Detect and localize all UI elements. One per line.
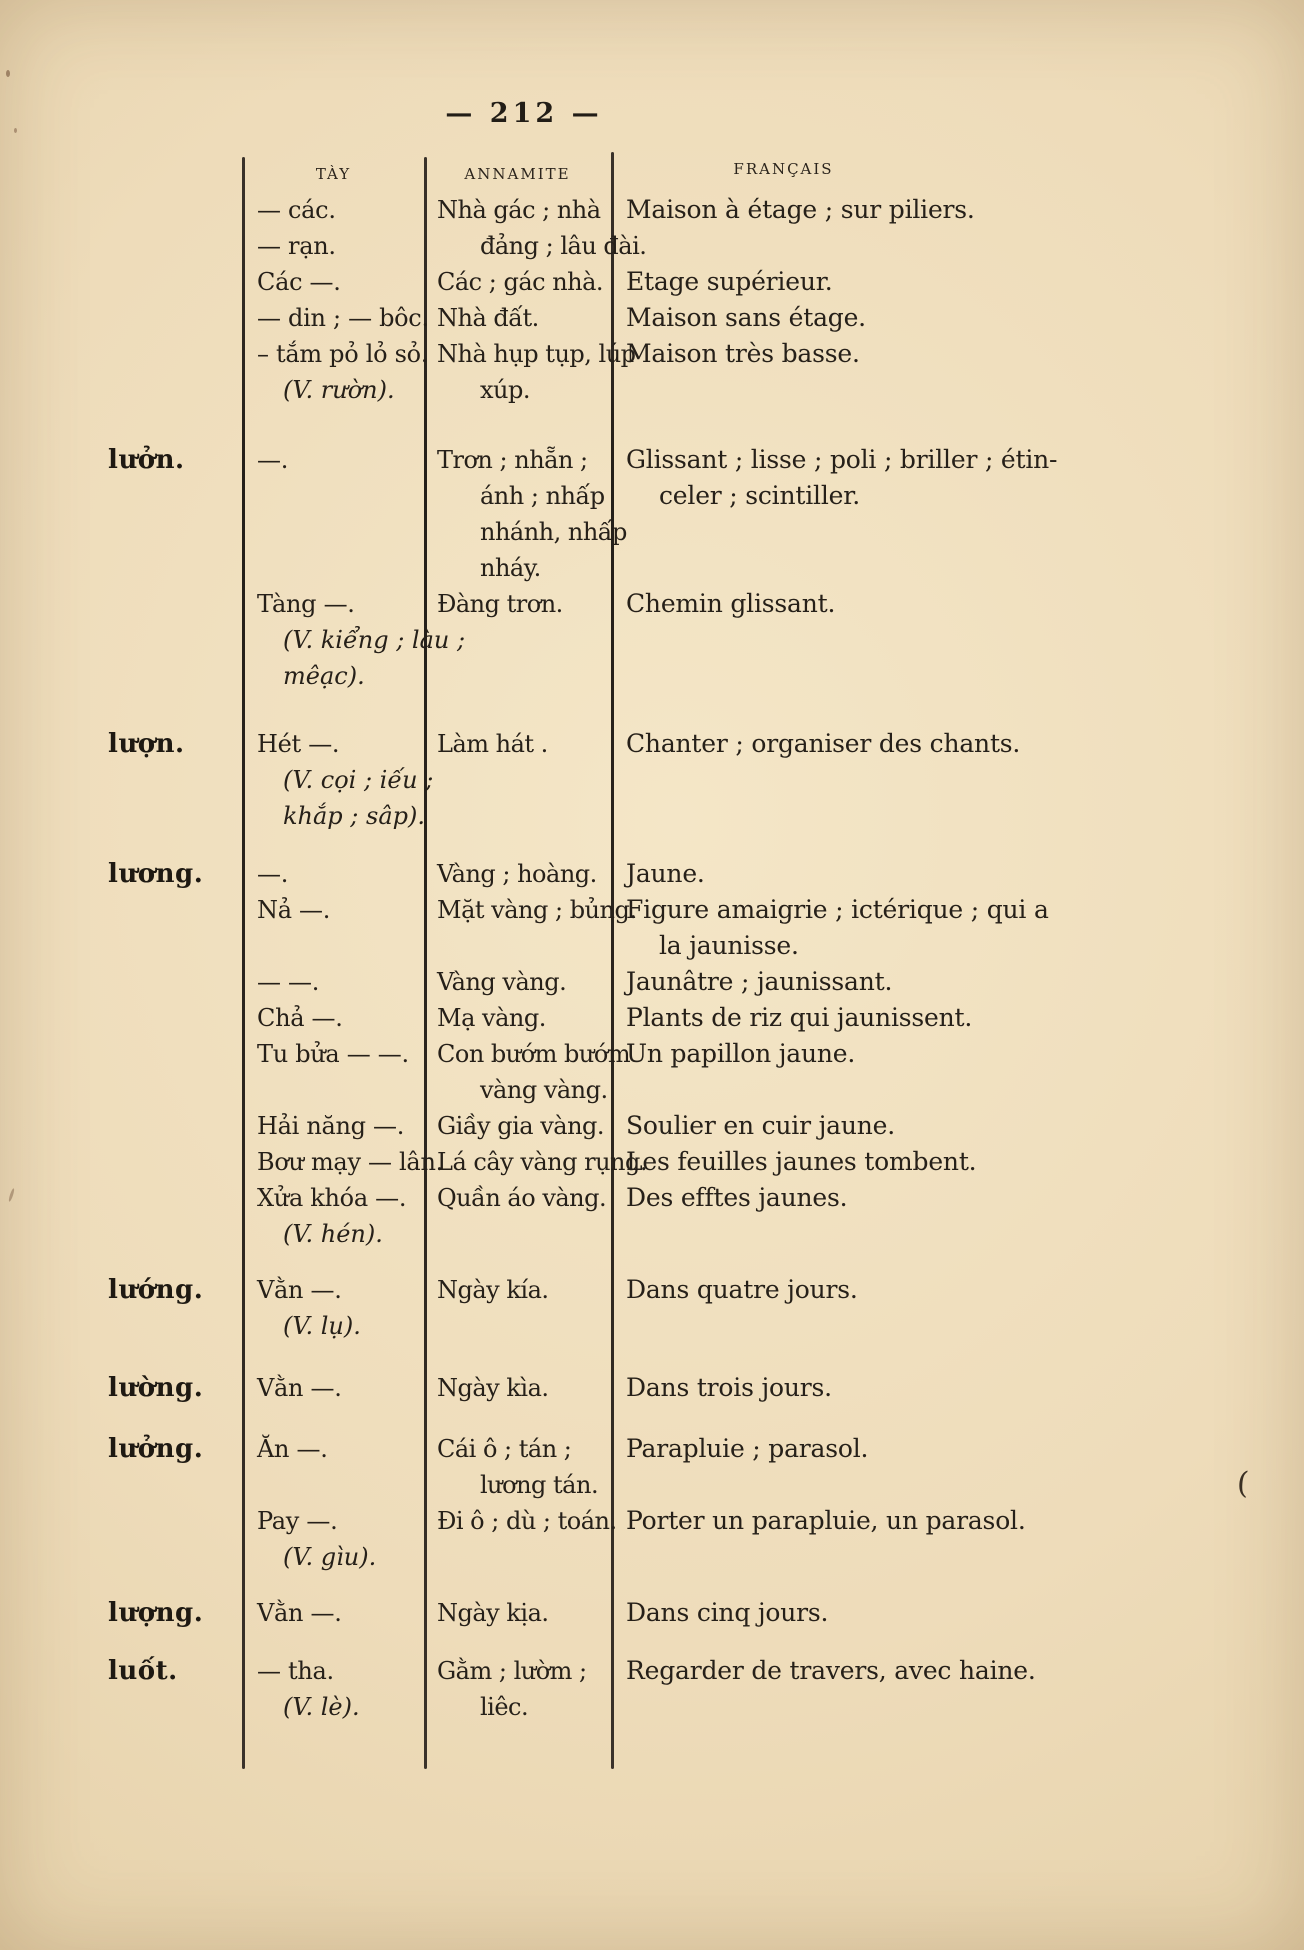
column-header-annamite: ANNAMITE: [464, 165, 571, 183]
tay-cell: Vằn —.: [257, 1276, 342, 1304]
annamite-cell: Ngày kịa.: [437, 1599, 549, 1627]
french-cell: celer ; scintiller.: [659, 481, 860, 510]
headword-cell: [100, 928, 243, 964]
headword-cell: [100, 1000, 243, 1036]
french-cell: Les feuilles jaunes tombent.: [626, 1147, 977, 1176]
annamite-cell: Gằm ; lườm ;: [437, 1657, 587, 1685]
annamite-cell: liêc.: [480, 1693, 529, 1721]
tay-cell: – tắm pỏ lỏ sỏ.: [257, 340, 429, 368]
annamite-cell: Vàng vàng.: [437, 968, 567, 996]
tay-cell: (V. lè).: [283, 1693, 360, 1721]
french-cell: Dans cinq jours.: [626, 1598, 829, 1627]
tay-cell: Tu bửa — —.: [257, 1040, 409, 1068]
annamite-cell: Đi ô ; dù ; toán.: [437, 1507, 617, 1535]
headword-cell: [100, 964, 243, 1000]
french-cell: Parapluie ; parasol.: [626, 1434, 869, 1463]
headword-cell: luốt.: [108, 1656, 178, 1686]
tay-cell: (V. rườn).: [283, 376, 395, 404]
french-cell: Maison très basse.: [626, 339, 860, 368]
annamite-cell: [424, 1539, 611, 1575]
headword-cell: [100, 1216, 243, 1252]
headword-cell: lướng.: [108, 1275, 204, 1305]
french-cell: Jaunâtre ; jaunissant.: [626, 967, 893, 996]
table-row: [100, 1467, 1304, 1503]
table-row: [100, 1000, 1304, 1036]
table-row: [100, 798, 1304, 834]
headword-cell: [100, 228, 243, 264]
stray-mark: (: [1235, 1465, 1250, 1502]
annamite-cell: Mạ vàng.: [437, 1004, 546, 1032]
annamite-cell: [424, 622, 611, 658]
headword-cell: lường.: [108, 1373, 204, 1403]
table-row: [100, 1503, 1304, 1539]
table-row: [100, 264, 1304, 300]
headword-cell: [100, 586, 243, 622]
headword-cell: [100, 1072, 243, 1108]
table-row: [100, 892, 1304, 928]
headword-cell: [100, 1467, 243, 1503]
french-cell: [611, 762, 1304, 798]
headword-cell: [100, 1036, 243, 1072]
annamite-cell: Nhà gác ; nhà: [437, 196, 601, 224]
tay-cell: Bơư mạy — lân.: [257, 1148, 443, 1176]
headword-cell: [100, 1108, 243, 1144]
table-row: [100, 372, 1304, 408]
table-row: [100, 192, 1304, 228]
headword-cell: [100, 658, 243, 694]
french-cell: Chemin glissant.: [626, 589, 836, 618]
tay-cell: Chả —.: [257, 1004, 343, 1032]
french-cell: [611, 1308, 1304, 1344]
annamite-cell: Mặt vàng ; bủng.: [437, 896, 637, 924]
annamite-cell: đảng ; lâu đài.: [480, 232, 647, 260]
tay-cell: Xửa khóa —.: [257, 1184, 407, 1212]
table-row: [100, 336, 1304, 372]
paper-speck: [6, 70, 10, 77]
french-cell: [611, 1216, 1304, 1252]
headword-cell: [100, 478, 243, 514]
annamite-cell: Cái ô ; tán ;: [437, 1435, 572, 1463]
french-cell: [611, 1467, 1304, 1503]
french-cell: Jaune.: [626, 859, 705, 888]
table-body: [100, 192, 1304, 1725]
headword-cell: [100, 1503, 243, 1539]
annamite-cell: Lá cây vàng rụng.: [437, 1148, 648, 1176]
french-cell: Dans trois jours.: [626, 1373, 832, 1402]
annamite-cell: lương tán.: [480, 1471, 599, 1499]
table-row: [100, 586, 1304, 622]
tay-cell: — din ; — bôc.: [257, 304, 429, 332]
headword-cell: [100, 1539, 243, 1575]
tay-cell: khắp ; sâp).: [283, 802, 425, 830]
annamite-cell: Đàng trơn.: [437, 590, 563, 618]
french-cell: Soulier en cuir jaune.: [626, 1111, 896, 1140]
french-cell: [611, 658, 1304, 694]
annamite-cell: [424, 1308, 611, 1344]
annamite-cell: Nhà đất.: [437, 304, 539, 332]
headword-cell: [100, 336, 243, 372]
paper-speck: [8, 1188, 15, 1202]
french-cell: [611, 514, 1304, 550]
tay-cell: — —.: [257, 968, 320, 996]
table-row: [100, 300, 1304, 336]
table-row: [100, 726, 1304, 762]
french-cell: [611, 228, 1304, 264]
table-row: [100, 1216, 1304, 1252]
french-cell: [611, 1539, 1304, 1575]
table-row: [100, 1653, 1304, 1689]
table-row: [100, 550, 1304, 586]
french-cell: Glissant ; lisse ; poli ; briller ; étin-: [626, 445, 1058, 474]
table-row: [100, 1595, 1304, 1631]
annamite-cell: Quần áo vàng.: [437, 1184, 607, 1212]
tay-cell: Pay —.: [257, 1507, 338, 1535]
french-cell: [611, 1689, 1304, 1725]
table-row: [100, 1689, 1304, 1725]
headword-cell: [100, 1689, 243, 1725]
table-row: [100, 1036, 1304, 1072]
annamite-cell: Vàng ; hoàng.: [437, 860, 597, 888]
column-header-tay: TÀY: [315, 165, 352, 183]
tay-cell: (V. cọi ; iếu ;: [283, 766, 434, 794]
tay-cell: [243, 1467, 424, 1503]
tay-cell: — tha.: [257, 1657, 334, 1685]
table-row: [100, 658, 1304, 694]
annamite-cell: [424, 798, 611, 834]
table-row: [100, 514, 1304, 550]
table-row: [100, 964, 1304, 1000]
annamite-cell: vàng vàng.: [480, 1076, 608, 1104]
annamite-cell: [424, 928, 611, 964]
headword-cell: [100, 622, 243, 658]
french-cell: Porter un parapluie, un parasol.: [626, 1506, 1026, 1535]
tay-cell: (V. kiểng ; làu ;: [283, 626, 466, 654]
french-cell: la jaunisse.: [659, 931, 799, 960]
table-row: [100, 762, 1304, 798]
table-row: [100, 928, 1304, 964]
headword-cell: [100, 300, 243, 336]
tay-cell: Tàng —.: [257, 590, 355, 618]
tay-cell: — rạn.: [257, 232, 336, 260]
headword-cell: [100, 1308, 243, 1344]
table-row: [100, 1144, 1304, 1180]
table-row: [100, 228, 1304, 264]
french-cell: Dans quatre jours.: [626, 1275, 858, 1304]
tay-cell: Vằn —.: [257, 1374, 342, 1402]
annamite-cell: Ngày kía.: [437, 1276, 549, 1304]
headword-cell: [100, 192, 243, 228]
table-row: [100, 1180, 1304, 1216]
annamite-cell: ánh ; nhấp: [480, 482, 605, 510]
headword-cell: [100, 264, 243, 300]
annamite-cell: Làm hát .: [437, 730, 548, 758]
french-cell: Maison sans étage.: [626, 303, 866, 332]
tay-cell: Nả —.: [257, 896, 331, 924]
headword-cell: [100, 892, 243, 928]
french-cell: Etage supérieur.: [626, 267, 833, 296]
headword-cell: [100, 798, 243, 834]
table-row: [100, 1272, 1304, 1308]
table-row: [100, 478, 1304, 514]
headword-cell: [100, 762, 243, 798]
annamite-cell: [424, 1216, 611, 1252]
annamite-cell: Nhà hụp tụp, lúp: [437, 340, 636, 368]
french-cell: [611, 372, 1304, 408]
french-cell: [611, 550, 1304, 586]
annamite-cell: Ngày kìa.: [437, 1374, 549, 1402]
headword-cell: lưởng.: [108, 1434, 204, 1464]
french-cell: [611, 622, 1304, 658]
tay-cell: (V. lụ).: [283, 1312, 361, 1340]
headword-cell: [100, 372, 243, 408]
annamite-cell: Trơn ; nhẵn ;: [437, 446, 588, 474]
french-cell: Figure amaigrie ; ictérique ; qui a: [626, 895, 1049, 924]
column-header-francais: FRANÇAIS: [733, 160, 834, 178]
tay-cell: (V. hén).: [283, 1220, 383, 1248]
french-cell: Regarder de travers, avec haine.: [626, 1656, 1036, 1685]
page-number: — 212 —: [445, 98, 603, 129]
french-cell: Plants de riz qui jaunissent.: [626, 1003, 973, 1032]
headword-cell: [100, 1144, 243, 1180]
french-cell: [611, 798, 1304, 834]
headword-cell: lưởn.: [108, 445, 185, 475]
tay-cell: — các.: [257, 196, 336, 224]
tay-cell: Hải năng —.: [257, 1112, 405, 1140]
headword-cell: lương.: [108, 859, 204, 889]
table-row: [100, 1431, 1304, 1467]
tay-cell: [243, 478, 424, 514]
headword-cell: lượng.: [108, 1598, 204, 1628]
tay-cell: [243, 514, 424, 550]
french-cell: [611, 1072, 1304, 1108]
french-cell: Chanter ; organiser des chants.: [626, 729, 1021, 758]
headword-cell: [100, 550, 243, 586]
table-row: [100, 442, 1304, 478]
table-row: [100, 1308, 1304, 1344]
table-row: [100, 1370, 1304, 1406]
tay-cell: [243, 1072, 424, 1108]
table-row: [100, 1539, 1304, 1575]
tay-cell: mêạc).: [283, 662, 365, 690]
tay-cell: Các —.: [257, 268, 341, 296]
headword-cell: [100, 1180, 243, 1216]
annamite-cell: xúp.: [480, 376, 530, 404]
headword-cell: lượn.: [108, 729, 185, 759]
annamite-cell: [424, 762, 611, 798]
tay-cell: (V. gìu).: [283, 1543, 377, 1571]
annamite-cell: Con bướm bướm: [437, 1040, 631, 1068]
annamite-cell: nháy.: [480, 554, 541, 582]
tay-cell: —.: [257, 446, 289, 474]
table-row: [100, 1108, 1304, 1144]
french-cell: Maison à étage ; sur piliers.: [626, 195, 975, 224]
table-row: [100, 856, 1304, 892]
tay-cell: [243, 928, 424, 964]
tay-cell: Vằn —.: [257, 1599, 342, 1627]
annamite-cell: [424, 658, 611, 694]
tay-cell: —.: [257, 860, 289, 888]
annamite-cell: Giầy gia vàng.: [437, 1112, 605, 1140]
annamite-cell: nhánh, nhấp: [480, 518, 627, 546]
annamite-cell: Các ; gác nhà.: [437, 268, 604, 296]
table-row: [100, 622, 1304, 658]
tay-cell: Ăn —.: [257, 1435, 328, 1463]
tay-cell: Hét —.: [257, 730, 340, 758]
tay-cell: [243, 550, 424, 586]
french-cell: Des efftes jaunes.: [626, 1183, 848, 1212]
table-row: [100, 1072, 1304, 1108]
headword-cell: [100, 514, 243, 550]
french-cell: Un papillon jaune.: [626, 1039, 856, 1068]
